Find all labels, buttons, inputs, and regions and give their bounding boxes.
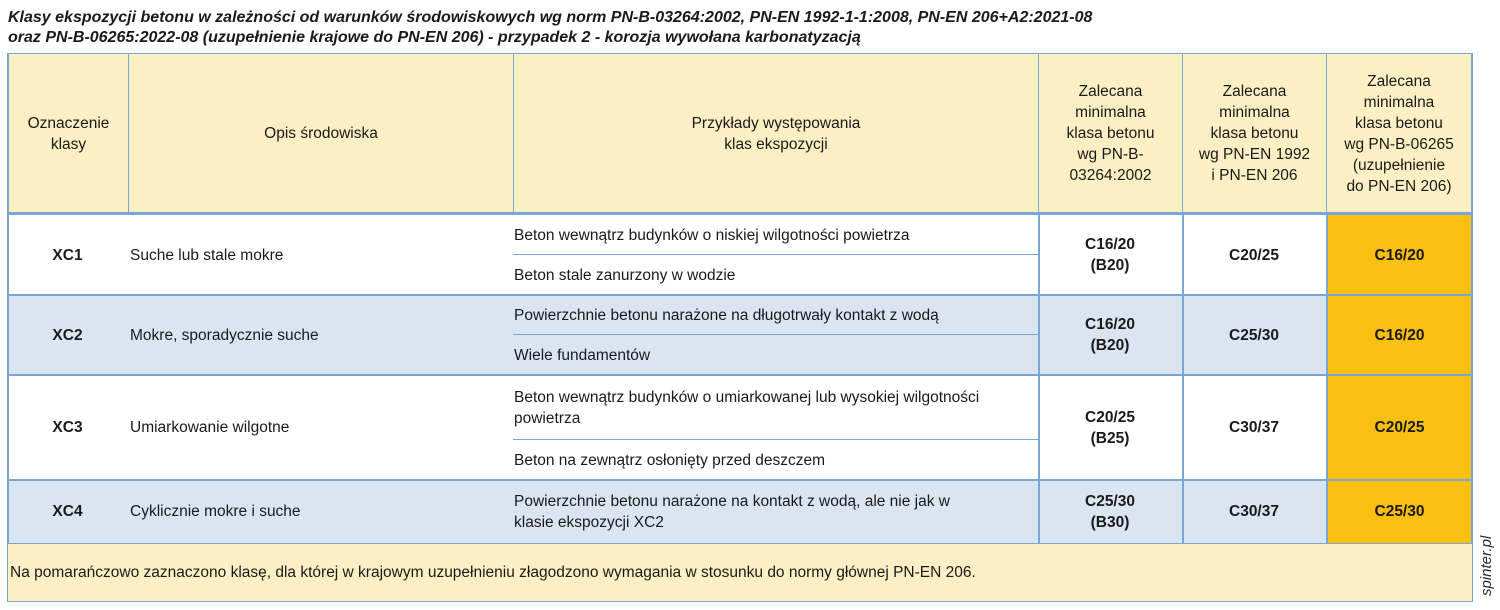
row-xc1-example-2: Beton stale zanurzony w wodzie xyxy=(514,266,736,284)
row-xc1-pnb: C16/20 (B20) xyxy=(1085,236,1135,274)
row-xc3-national: C20/25 xyxy=(1374,419,1425,436)
header-pnb: Zalecana minimalna klasa betonu wg PN-B- 03264:2002 xyxy=(1038,53,1182,213)
row-xc4-code: XC4 xyxy=(52,503,83,520)
row-xc3-code: XC3 xyxy=(52,419,83,436)
column-divider xyxy=(7,213,9,543)
row-xc1-national: C16/20 xyxy=(1374,246,1425,264)
row-xc2-example-2: Wiele fundamentów xyxy=(514,346,651,364)
example-divider xyxy=(513,334,1038,335)
row-xc3-example-2: Beton na zewnątrz osłonięty przed deszczem xyxy=(514,451,826,469)
example-divider xyxy=(513,254,1038,255)
column-divider xyxy=(1182,213,1184,543)
document-title xyxy=(8,8,1428,48)
footer-note: Na pomarańczowo zaznaczono klasę, dla której w krajowym uzupełnieniu złagodzono wymagania w stosunku do normy głównej PN-EN 206. xyxy=(7,543,1473,602)
row-xc4-example-1: Powierzchnie betonu narażone na kontakt z wodą, ale nie jak w klasie ekspozycji XC2 xyxy=(514,492,950,531)
header-examples: Przykłady występowania klas ekspozycji xyxy=(513,53,1038,213)
row-xc1-code: XC1 xyxy=(52,246,83,264)
row-divider xyxy=(7,374,1473,376)
row-xc1-env: Suche lub stale mokre xyxy=(130,246,284,264)
header-environment: Opis środowiska xyxy=(128,53,513,213)
header-national: Zalecana minimalna klasa betonu wg PN-B-06265 (uzupełnienie do PN-EN 206) xyxy=(1326,53,1473,213)
watermark: spinter.pl xyxy=(1478,535,1495,596)
header-class: Oznaczenie klasy xyxy=(7,53,128,213)
header-en: Zalecana minimalna klasa betonu wg PN-EN 1992 i PN-EN 206 xyxy=(1182,53,1326,213)
row-xc2-en: C25/30 xyxy=(1229,326,1279,344)
header-divider xyxy=(7,212,1473,215)
row-xc4-national: C25/30 xyxy=(1374,503,1425,520)
row-xc4-pnb: C25/30 (B30) xyxy=(1085,492,1135,531)
example-divider xyxy=(513,439,1038,440)
column-divider xyxy=(1326,213,1328,543)
row-xc1-example-1: Beton wewnątrz budynków o niskiej wilgotności powietrza xyxy=(514,226,910,244)
row-divider xyxy=(7,479,1473,481)
row-xc1-en: C20/25 xyxy=(1229,246,1279,264)
column-divider xyxy=(1471,213,1473,543)
row-xc3-example-1: Beton wewnątrz budynków o umiarkowanej lub wysokiej wilgotności powietrza xyxy=(514,388,980,427)
row-xc2-pnb: C16/20 (B20) xyxy=(1085,316,1135,354)
row-xc2-example-1: Powierzchnie betonu narażone na długotrwały kontakt z wodą xyxy=(514,306,939,324)
title-line-2: oraz PN-B-06265:2022-08 (uzupełnienie krajowe do PN-EN 206) - przypadek 2 - korozja wywołana karbonatyzacją xyxy=(8,29,861,46)
exposure-class-table xyxy=(7,53,1473,602)
row-xc4-env: Cyklicznie mokre i suche xyxy=(130,503,301,520)
row-divider xyxy=(7,294,1473,296)
column-divider xyxy=(1038,213,1040,543)
row-xc2-national: C16/20 xyxy=(1374,326,1425,344)
row-xc3-pnb: C20/25 (B25) xyxy=(1085,408,1135,447)
title-line-1: Klasy ekspozycji betonu w zależności od warunków środowiskowych wg norm PN-B-03264:2002, PN-EN 1992-1-1:2008, PN-EN 206+A2:2021-08 xyxy=(8,9,1093,26)
row-xc3-env: Umiarkowanie wilgotne xyxy=(130,419,290,436)
row-xc2-env: Mokre, sporadycznie suche xyxy=(130,326,319,344)
row-xc3-en: C30/37 xyxy=(1229,419,1279,436)
row-xc4-en: C30/37 xyxy=(1229,503,1279,520)
row-xc2-code: XC2 xyxy=(52,326,83,344)
